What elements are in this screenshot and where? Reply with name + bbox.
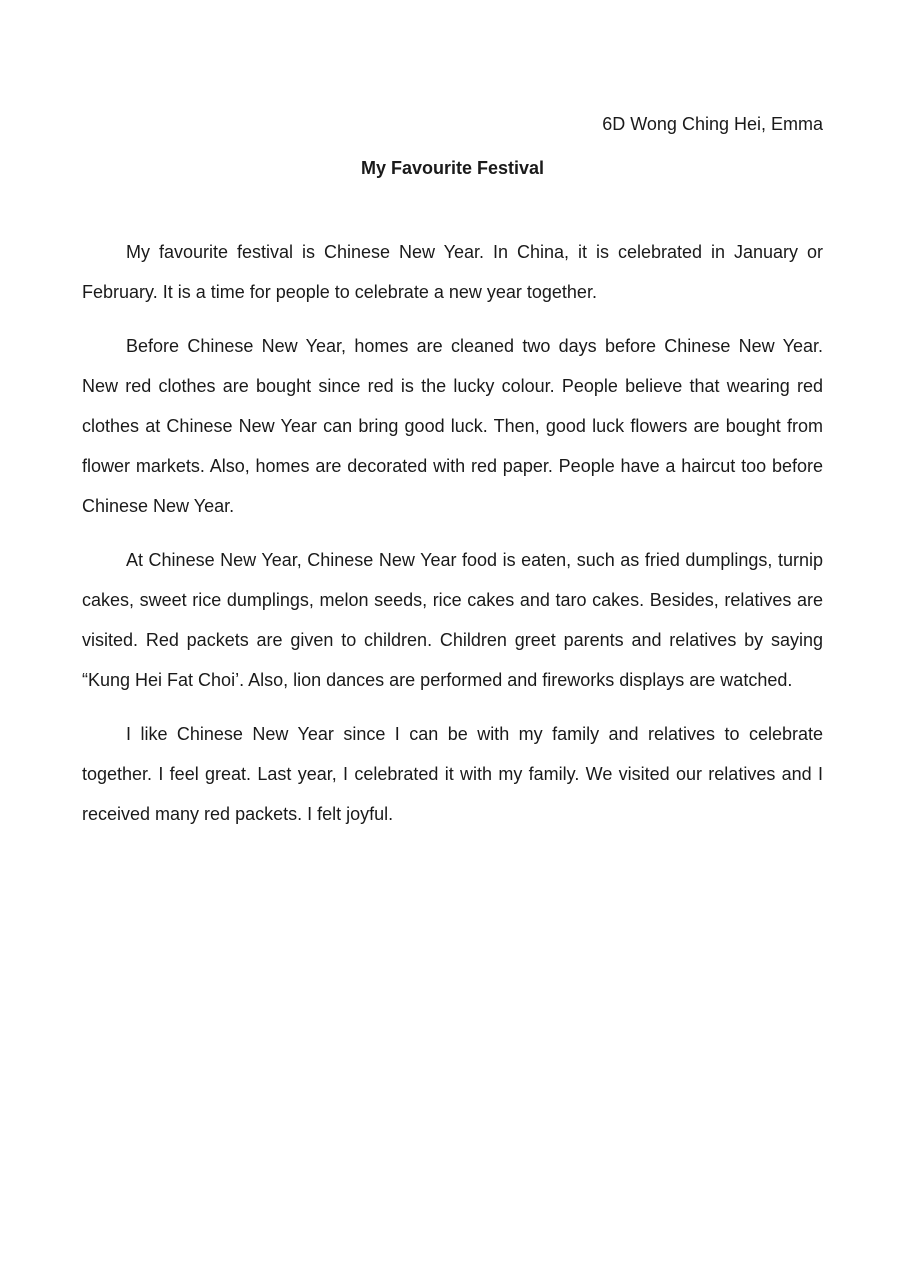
essay-body bbox=[82, 232, 823, 848]
author-line: 6D Wong Ching Hei, Emma bbox=[602, 114, 823, 134]
document-title: My Favourite Festival bbox=[360, 158, 545, 178]
paragraph-2: Before Chinese New Year, homes are cleaned two days before Chinese New Year. New red clothes are bought since red is the lucky colour. People believe that wearing red clothes at Chinese New Year can bring good luck. Then, good luck flowers are bought from flower markets. Also, homes are decorated with red paper. People have a haircut too before Chinese New Year. bbox=[82, 336, 823, 516]
paragraph-1: My favourite festival is Chinese New Year. In China, it is celebrated in January or February. It is a time for people to celebrate a new year together. bbox=[82, 242, 823, 302]
paragraph-3: At Chinese New Year, Chinese New Year food is eaten, such as fried dumplings, turnip cakes, sweet rice dumplings, melon seeds, rice cakes and taro cakes. Besides, relatives are visited. Red packets are given to children. Children greet parents and relatives by saying “Kung Hei Fat Choi’. Also, lion dances are performed and fireworks displays are watched. bbox=[82, 550, 823, 690]
paragraph-4: I like Chinese New Year since I can be with my family and relatives to celebrate together. I feel great. Last year, I celebrated it with my family. We visited our relatives and I received many red packets. I felt joyful. bbox=[82, 724, 823, 824]
